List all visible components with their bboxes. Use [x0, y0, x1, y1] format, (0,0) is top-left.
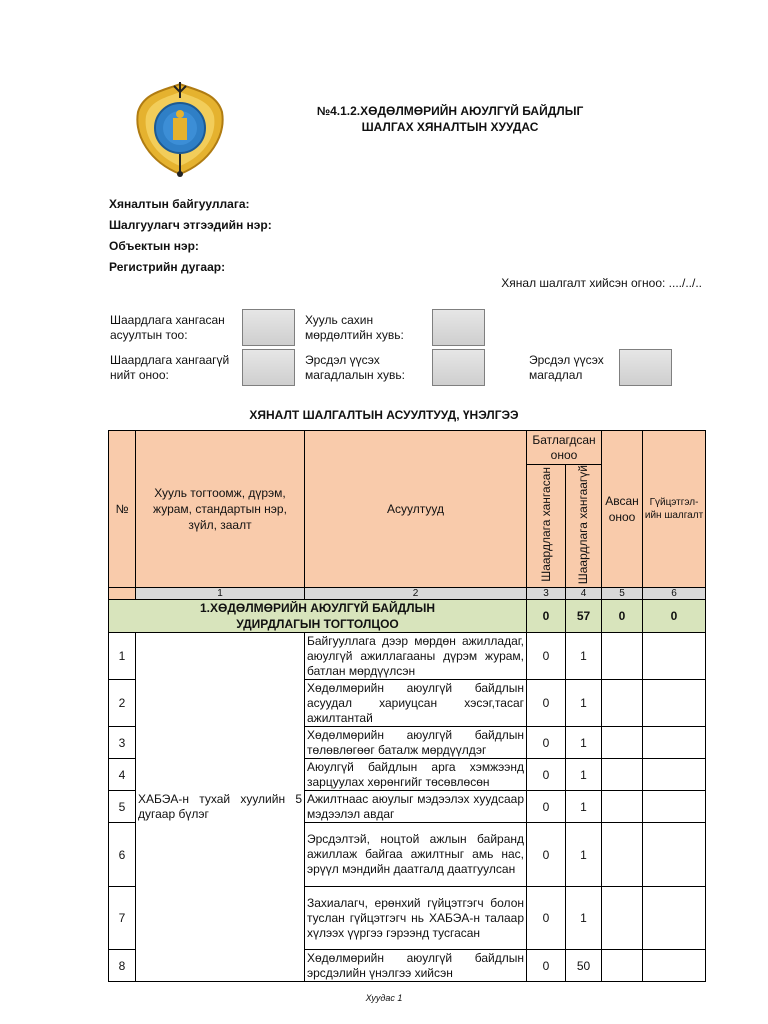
state-emblem-icon — [132, 78, 228, 178]
registration-label: Регистрийн дугаар: — [109, 260, 226, 274]
row-question: Байгууллага дээр мөрдөн ажилладаг, аюулгүй ажиллагааны дүрэм журам, батлан мөрдүүлсэн — [305, 633, 527, 680]
row-question: Ажилтнаас аюулыг мэдээлэх хуудсаар мэдээлэл авдаг — [305, 791, 527, 823]
row-met: 0 — [527, 950, 566, 982]
row-taken-input[interactable] — [602, 950, 643, 982]
row-no: 3 — [109, 727, 136, 759]
unmet-score-label: Шаардлага хангаагүй нийт оноо: — [110, 353, 230, 382]
row-unmet: 1 — [566, 759, 602, 791]
page-footer: Хуудас 1 — [365, 993, 403, 1003]
row-taken-input[interactable] — [602, 633, 643, 680]
header-unmet-cell — [566, 465, 602, 588]
row-question: Эрсдэлтэй, ноцтой ажлын байранд ажиллаж байгаа ажилтныг амь нас, эрүүл мэндийн даатгалд даатгуулсан — [305, 823, 527, 887]
inspection-table — [108, 430, 706, 982]
row-unmet: 1 — [566, 727, 602, 759]
row-unmet: 1 — [566, 680, 602, 727]
header-met: Шаардлага хангасан — [538, 467, 553, 583]
col-num: 5 — [602, 588, 643, 600]
object-label: Объектын нэр: — [109, 239, 199, 253]
row-met: 0 — [527, 887, 566, 950]
row-exec-input[interactable] — [643, 791, 706, 823]
row-taken-input[interactable] — [602, 823, 643, 887]
row-no: 4 — [109, 759, 136, 791]
row-unmet: 1 — [566, 887, 602, 950]
met-count-box[interactable] — [242, 309, 295, 346]
section-title: ХЯНАЛТ ШАЛГАЛТЫН АСУУЛТУУД, ҮНЭЛГЭЭ — [249, 408, 519, 422]
header-met-cell — [527, 465, 566, 588]
row-no: 6 — [109, 823, 136, 887]
risk-prob-label: Эрсдэл үүсэх магадлалын хувь: — [305, 353, 405, 382]
section-unmet: 57 — [566, 600, 602, 633]
row-question: Хөдөлмөрийн аюулгүй байдлын эрсдэлийн үнэлгээ хийсэн — [305, 950, 527, 982]
unmet-score-box[interactable] — [242, 349, 295, 386]
risk-prob-box[interactable] — [432, 349, 485, 386]
section-taken: 0 — [602, 600, 643, 633]
col-num: 2 — [305, 588, 527, 600]
header-law: Хууль тогтоомж, дүрэм, журам, стандартын нэр, зүйл, заалт — [136, 431, 305, 588]
compliance-box[interactable] — [432, 309, 485, 346]
section-header: 1.ХӨДӨЛМӨРИЙН АЮУЛГҮЙ БАЙДЛЫН УДИРДЛАГЫН ТОГТОЛЦОО — [109, 600, 527, 633]
row-taken-input[interactable] — [602, 680, 643, 727]
row-no: 5 — [109, 791, 136, 823]
col-num: 6 — [643, 588, 706, 600]
met-count-label: Шаардлага хангасан асуултын тоо: — [110, 313, 225, 342]
inspector-label: Шалгуулагч этгээдийн нэр: — [109, 218, 272, 232]
row-taken-input[interactable] — [602, 759, 643, 791]
document-title — [300, 103, 600, 135]
section-met: 0 — [527, 600, 566, 633]
row-met: 0 — [527, 633, 566, 680]
row-unmet: 1 — [566, 633, 602, 680]
law-reference: ХАБЭА-н тухай хуулийн 5 дугаар бүлэг — [136, 633, 305, 982]
row-no: 2 — [109, 680, 136, 727]
inspection-date: Хянал шалгалт хийсэн огноо: ..../../.. — [501, 276, 702, 290]
row-unmet: 50 — [566, 950, 602, 982]
row-met: 0 — [527, 727, 566, 759]
row-no: 1 — [109, 633, 136, 680]
row-taken-input[interactable] — [602, 727, 643, 759]
header-confirmed-score: Батлагдсан оноо — [527, 431, 602, 465]
row-taken-input[interactable] — [602, 791, 643, 823]
risk-label: Эрсдэл үүсэх магадлал — [529, 353, 604, 382]
row-exec-input[interactable] — [643, 887, 706, 950]
row-question: Захиалагч, ерөнхий гүйцэтгэгч болон туслан гүйцэтгэгч нь ХАБЭА-н талаар хүлээх үүргээ гэрээнд тусгасан — [305, 887, 527, 950]
row-unmet: 1 — [566, 823, 602, 887]
title-line-1: №4.1.2.ХӨДӨЛМӨРИЙН АЮУЛГҮЙ БАЙДЛЫГ — [316, 104, 584, 118]
org-label: Хяналтын байгууллага: — [109, 197, 250, 211]
title-line-2: ШАЛГАХ ХЯНАЛТЫН ХУУДАС — [361, 120, 539, 134]
table-row — [109, 633, 706, 680]
header-questions: Асуултууд — [305, 431, 527, 588]
col-num: 4 — [566, 588, 602, 600]
row-taken-input[interactable] — [602, 887, 643, 950]
risk-box[interactable] — [619, 349, 672, 386]
col-num: 1 — [136, 588, 305, 600]
col-num: 3 — [527, 588, 566, 600]
row-question: Аюулгүй байдлын арга хэмжээнд зарцуулах хөрөнгийг төсөвлөсөн — [305, 759, 527, 791]
row-question: Хөдөлмөрийн аюулгүй байдлын төлөвлөгөөг баталж мөрдүүлдэг — [305, 727, 527, 759]
header-execution-check: Гүйцэтгэл-ийн шалгалт — [643, 431, 706, 588]
row-no: 7 — [109, 887, 136, 950]
col-num-blank — [109, 588, 136, 600]
row-met: 0 — [527, 823, 566, 887]
row-exec-input[interactable] — [643, 759, 706, 791]
compliance-label: Хууль сахин мөрдөлтийн хувь: — [305, 313, 404, 342]
row-exec-input[interactable] — [643, 633, 706, 680]
row-question: Хөдөлмөрийн аюулгүй байдлын асуудал хариуцсан хэсэг,тасаг ажилтантай — [305, 680, 527, 727]
row-exec-input[interactable] — [643, 823, 706, 887]
row-met: 0 — [527, 759, 566, 791]
header-unmet: Шаардлага хангаагүй — [576, 465, 590, 585]
header-taken-score: Авсан оноо — [602, 431, 643, 588]
header-no: № — [109, 431, 136, 588]
row-exec-input[interactable] — [643, 727, 706, 759]
section-exec: 0 — [643, 600, 706, 633]
row-no: 8 — [109, 950, 136, 982]
row-met: 0 — [527, 791, 566, 823]
row-unmet: 1 — [566, 791, 602, 823]
row-exec-input[interactable] — [643, 950, 706, 982]
row-met: 0 — [527, 680, 566, 727]
row-exec-input[interactable] — [643, 680, 706, 727]
